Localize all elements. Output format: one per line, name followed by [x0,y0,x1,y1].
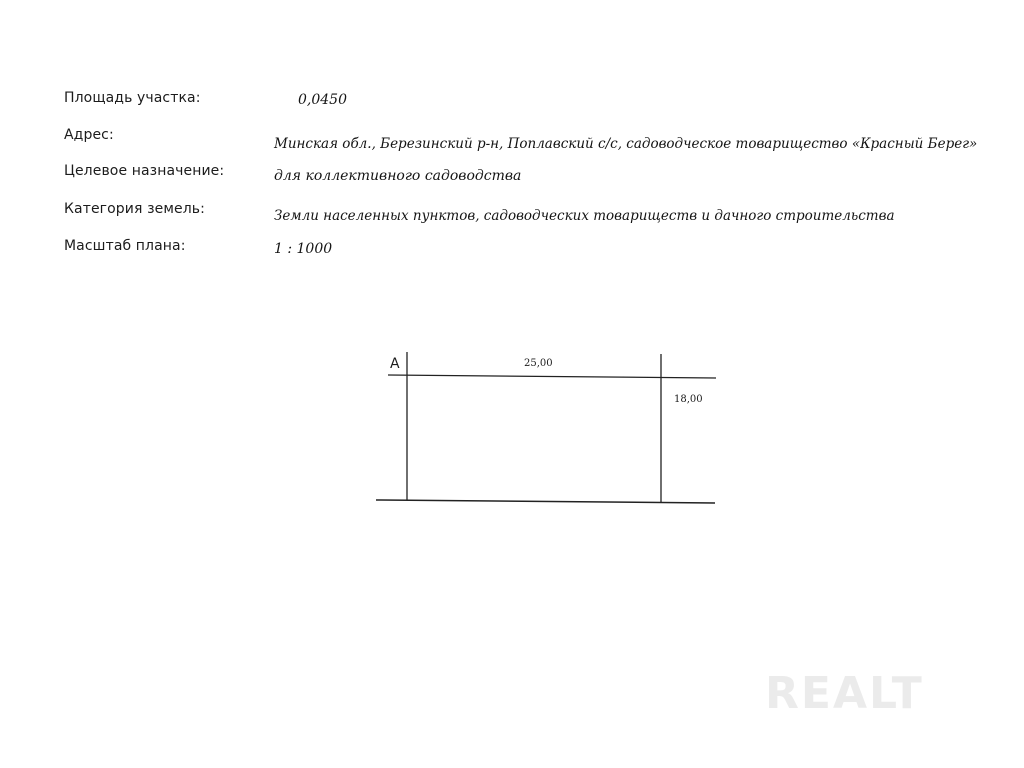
area-label: Площадь участка: [64,90,201,106]
scale-value: 1 : 1000 [274,241,333,257]
purpose-value: для коллективного садоводства [274,168,522,184]
address-value: Минская обл., Березинский р-н, Поплавский с/с, садоводческое товарищество «Красный Берег» [274,136,978,152]
plan-width-label: 25,00 [524,358,553,369]
category-label: Категория земель: [64,201,205,217]
area-value: 0,0450 [298,92,347,108]
plan-bottom-line [376,500,715,503]
site-plan [370,350,730,515]
watermark-logo: REALT [765,668,924,719]
site-plan-drawing [370,350,730,515]
address-label: Адрес: [64,127,114,143]
scale-label: Масштаб плана: [64,238,186,254]
plan-height-label: 18,00 [674,394,703,405]
purpose-label: Целевое назначение: [64,163,225,179]
category-value: Земли населенных пунктов, садоводческих товариществ и дачного строительства [274,208,895,224]
plan-top-line [388,375,716,378]
plan-corner-label: А [390,356,400,372]
